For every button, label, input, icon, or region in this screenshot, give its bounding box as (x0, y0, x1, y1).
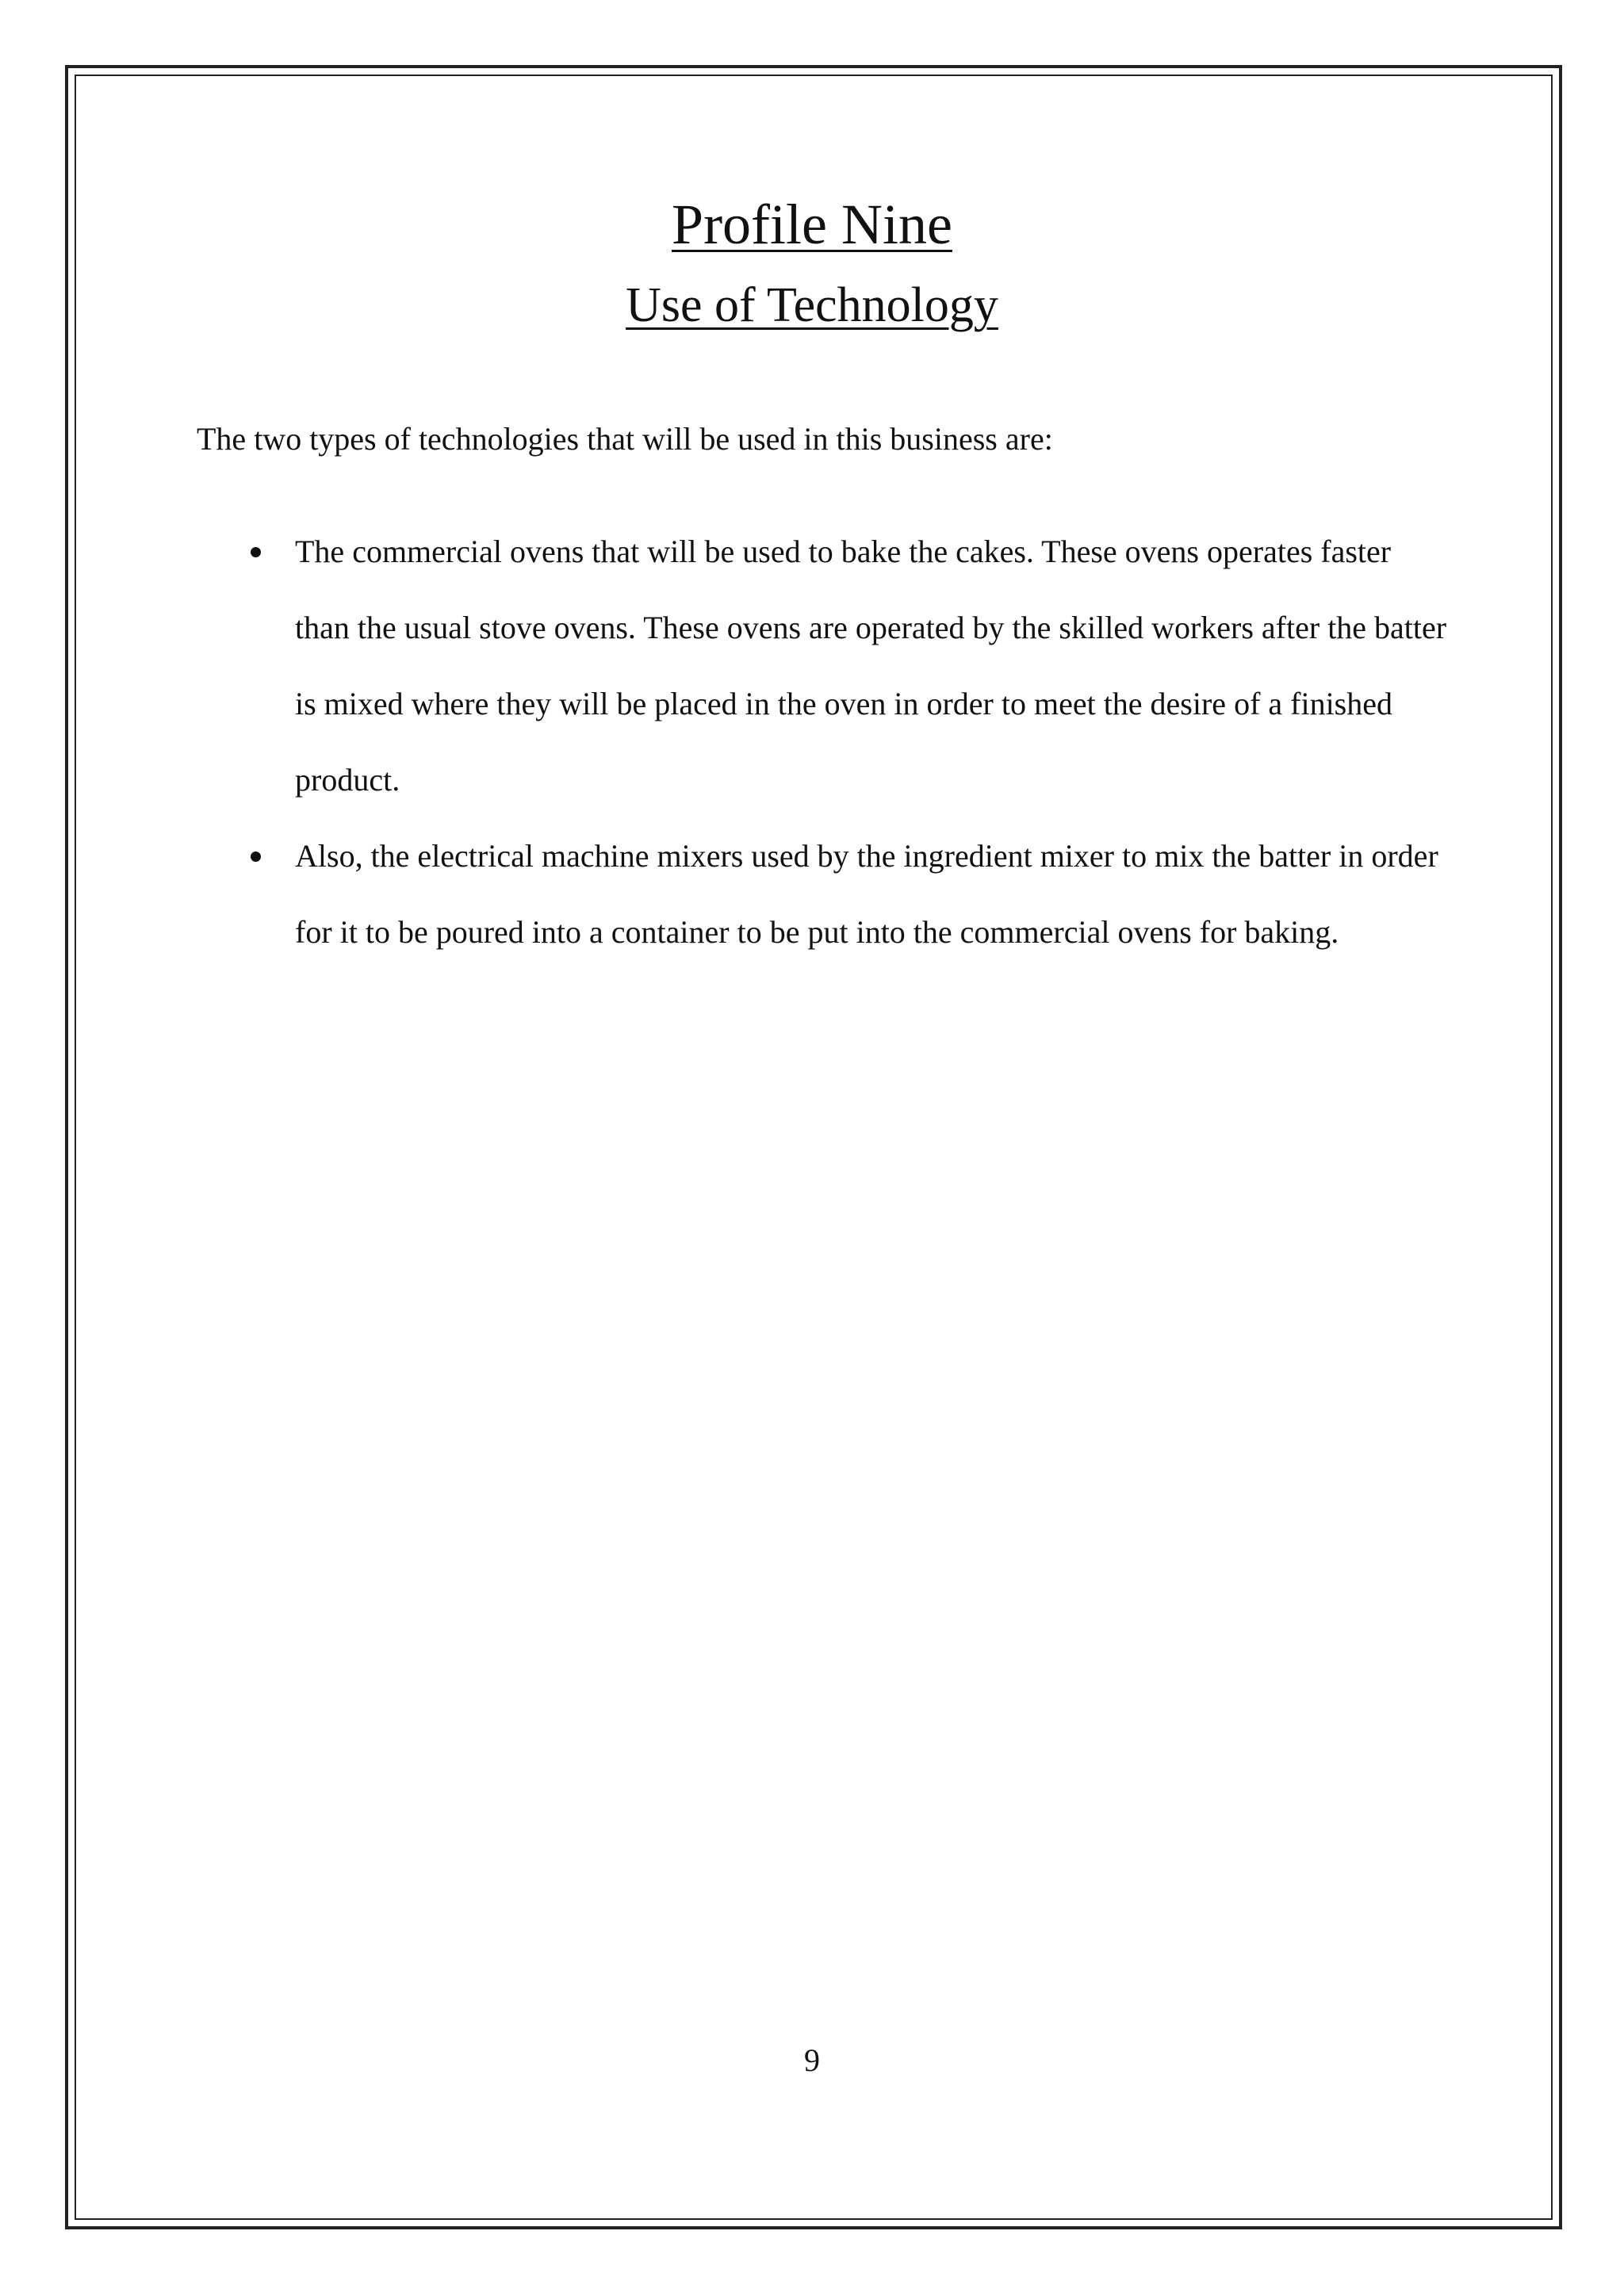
bullet-icon (251, 851, 261, 862)
page-title: Profile Nine (672, 193, 952, 256)
list-item-text: Also, the electrical machine mixers used by the ingredient mixer to mix the batter in order for it to be poured into a container to be put into the commercial ovens for baking. (295, 838, 1438, 950)
bullet-icon (251, 547, 261, 557)
intro-paragraph: The two types of technologies that will be used in this business are: (197, 421, 1053, 457)
list-item-commercial-ovens (197, 514, 1450, 818)
list-item-electrical-mixers (197, 818, 1450, 970)
list-item-text: The commercial ovens that will be used to bake the cakes. These ovens operates faster than the usual stove ovens. These ovens are operated by the skilled workers after the batter is mixed where they will be placed in the oven in order to meet the desire of a finished product. (295, 534, 1447, 798)
technology-list (197, 514, 1450, 970)
page-number: 9 (804, 2042, 820, 2078)
page-border-inner (75, 75, 1553, 2220)
page-subtitle: Use of Technology (626, 278, 998, 332)
